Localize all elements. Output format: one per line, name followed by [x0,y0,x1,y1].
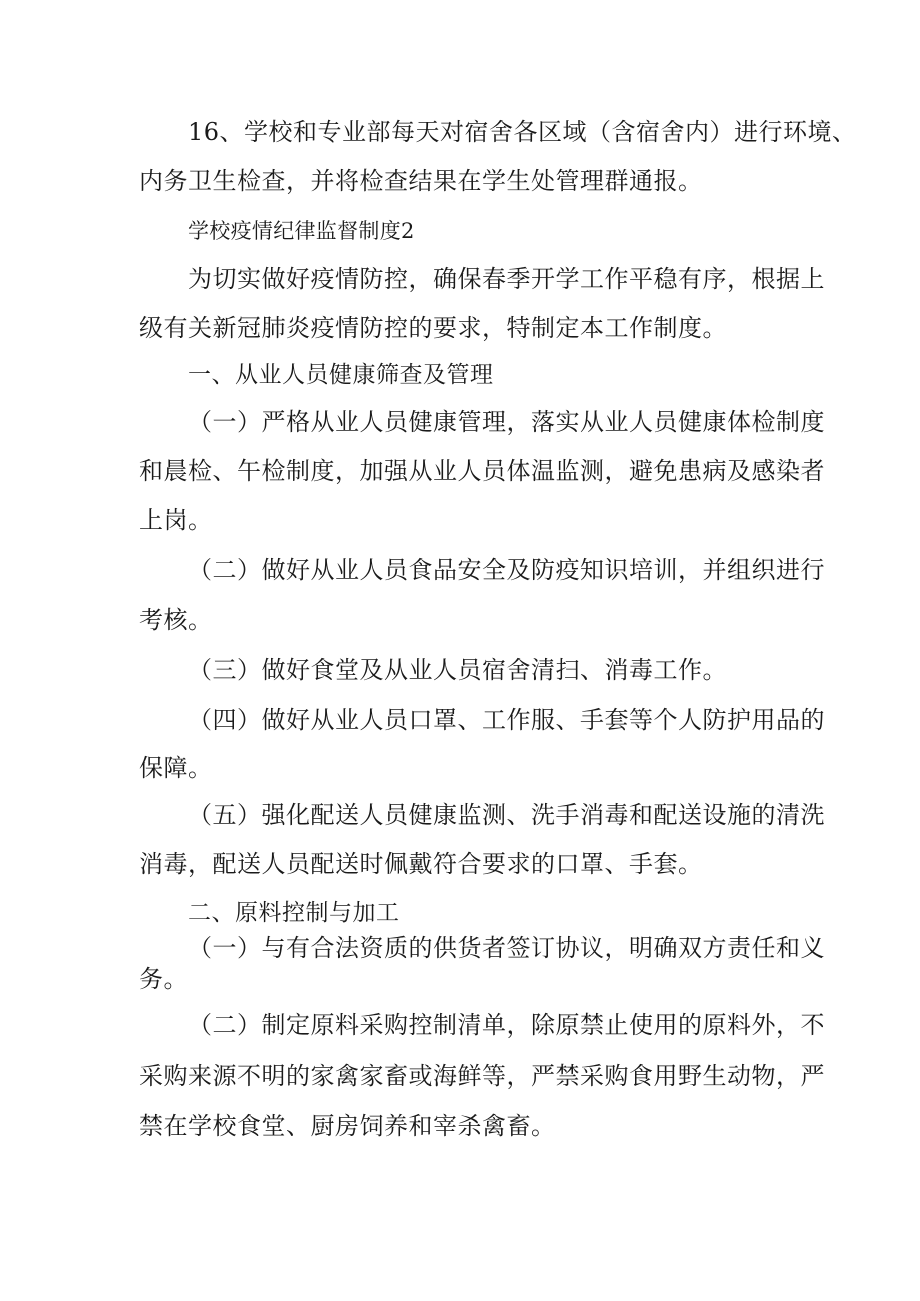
text-line: （二）做好从业人员食品安全及防疫知识培训，并组织进行 [188,556,825,584]
text-line: 和晨检、午检制度，加强从业人员体温监测，避免患病及感染者 [139,457,825,485]
text-line: 二、原料控制与加工 [188,900,400,926]
text-line: （四）做好从业人员口罩、工作服、手套等个人防护用品的 [188,706,825,734]
text-line: 为切实做好疫情防控，确保春季开学工作平稳有序，根据上 [188,265,825,293]
text-line: 禁在学校食堂、厨房饲养和宰杀禽畜。 [139,1112,556,1140]
text-line: （一）与有合法资质的供货者签订协议，明确双方责任和义 [188,934,825,962]
text-line: （一）严格从业人员健康管理，落实从业人员健康体检制度 [188,408,825,436]
text-line: 16、学校和专业部每天对宿舍各区域（含宿舍内）进行环境、 [188,118,857,146]
text-line: 上岗。 [139,506,213,534]
text-line: （二）制定原料采购控制清单，除原禁止使用的原料外，不 [188,1011,825,1039]
text-line: 考核。 [139,606,213,634]
text-line: 消毒，配送人员配送时佩戴符合要求的口罩、手套。 [139,850,703,878]
text-line: 内务卫生检查，并将检查结果在学生处管理群通报。 [139,167,703,195]
text-line: （五）强化配送人员健康监测、洗手消毒和配送设施的清洗 [188,801,825,829]
text-line: 务。 [139,965,188,993]
text-line: 学校疫情纪律监督制度2 [188,219,415,243]
text-line: 级有关新冠肺炎疫情防控的要求，特制定本工作制度。 [139,314,727,342]
text-line: 采购来源不明的家禽家畜或海鲜等，严禁采购食用野生动物，严 [139,1062,825,1090]
text-line: 保障。 [139,754,213,782]
text-line: （三）做好食堂及从业人员宿舍清扫、消毒工作。 [188,656,727,684]
text-line: 一、从业人员健康筛查及管理 [188,362,494,388]
